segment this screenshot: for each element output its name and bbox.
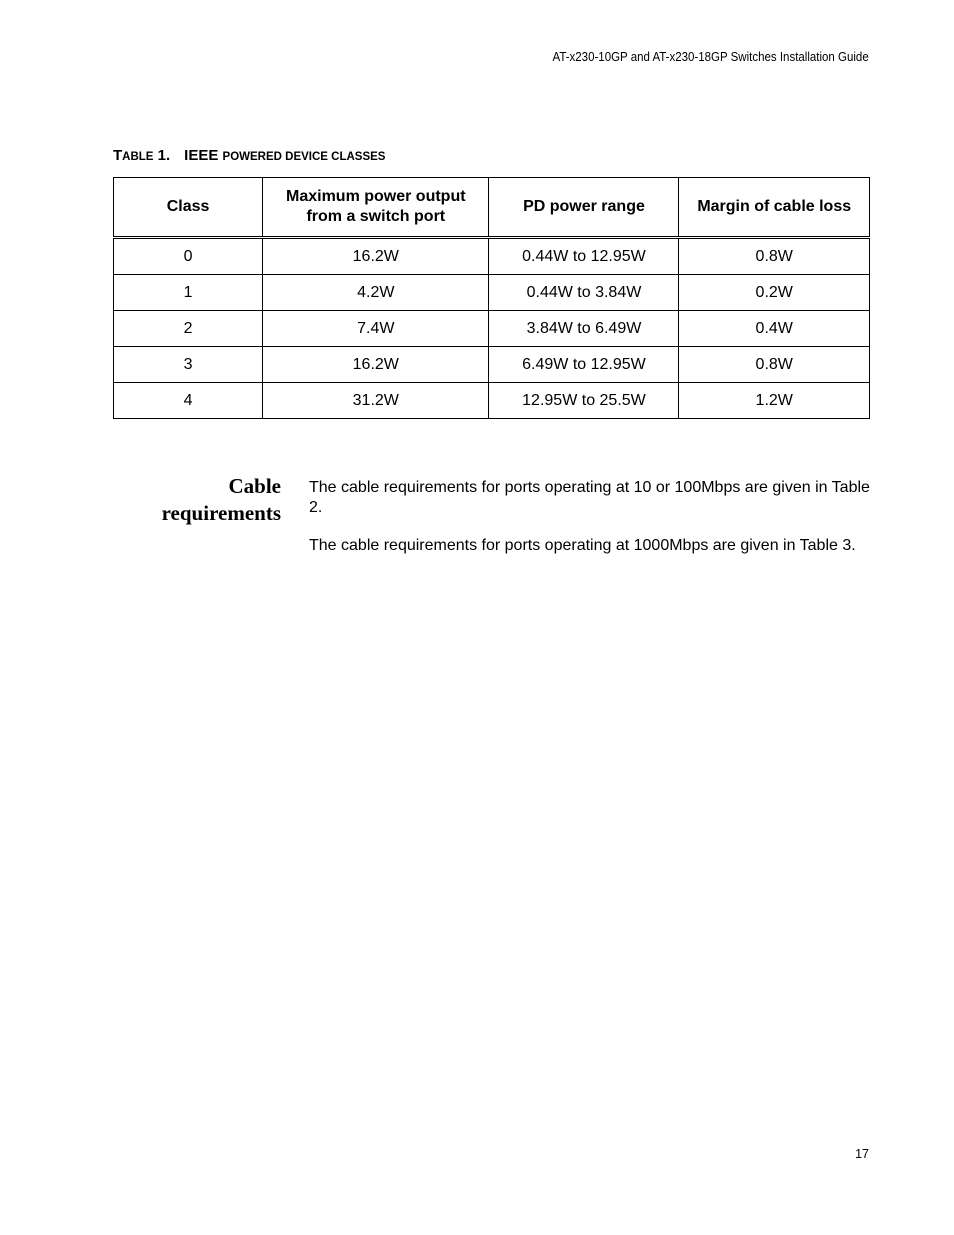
cell-cable-loss: 0.2W xyxy=(679,275,870,311)
caption-label xyxy=(113,147,153,164)
header-max-power: Maximum power output from a switch port xyxy=(263,178,489,238)
cell-class: 0 xyxy=(114,238,263,275)
cell-max-power: 4.2W xyxy=(263,275,489,311)
table-caption xyxy=(113,147,385,164)
header-class: Class xyxy=(114,178,263,238)
caption-title-rest: POWERED DEVICE CLASSES xyxy=(222,151,386,163)
section-heading-line: Cable xyxy=(228,474,281,498)
table-row xyxy=(114,383,870,419)
caption-number: 1. xyxy=(157,147,171,164)
page-number: 17 xyxy=(855,1147,869,1161)
cell-max-power: 16.2W xyxy=(263,238,489,275)
cell-class: 3 xyxy=(114,347,263,383)
caption-label-rest: ABLE xyxy=(122,151,154,163)
section-heading-line: requirements xyxy=(161,501,281,525)
cell-cable-loss: 0.8W xyxy=(679,347,870,383)
cell-cable-loss: 0.8W xyxy=(679,238,870,275)
paragraph: The cable requirements for ports operating at 1000Mbps are given in Table 3. xyxy=(309,537,856,554)
powered-device-classes-table xyxy=(113,177,870,419)
table-row xyxy=(114,347,870,383)
cell-class: 2 xyxy=(114,311,263,347)
cell-max-power: 16.2W xyxy=(263,347,489,383)
cell-pd-range: 6.49W to 12.95W xyxy=(489,347,679,383)
cell-class: 1 xyxy=(114,275,263,311)
cell-cable-loss: 1.2W xyxy=(679,383,870,419)
section-body xyxy=(309,478,874,574)
cell-max-power: 31.2W xyxy=(263,383,489,419)
cell-max-power: 7.4W xyxy=(263,311,489,347)
header-cable-loss: Margin of cable loss xyxy=(679,178,870,238)
section-heading xyxy=(120,473,281,527)
header-pd-range: PD power range xyxy=(489,178,679,238)
table-row xyxy=(114,275,870,311)
cell-class: 4 xyxy=(114,383,263,419)
caption-title-initial: IEEE xyxy=(184,147,219,164)
paragraph: The cable requirements for ports operating at 10 or 100Mbps are given in Table 2. xyxy=(309,479,870,516)
cell-pd-range: 3.84W to 6.49W xyxy=(489,311,679,347)
table-row xyxy=(114,238,870,275)
table-header-row xyxy=(114,178,870,238)
cell-pd-range: 0.44W to 3.84W xyxy=(489,275,679,311)
caption-label-initial: T xyxy=(113,147,123,164)
cell-pd-range: 12.95W to 25.5W xyxy=(489,383,679,419)
cell-pd-range: 0.44W to 12.95W xyxy=(489,238,679,275)
table-row xyxy=(114,311,870,347)
cell-cable-loss: 0.4W xyxy=(679,311,870,347)
running-header: AT-x230-10GP and AT-x230-18GP Switches Installation Guide xyxy=(552,50,869,64)
